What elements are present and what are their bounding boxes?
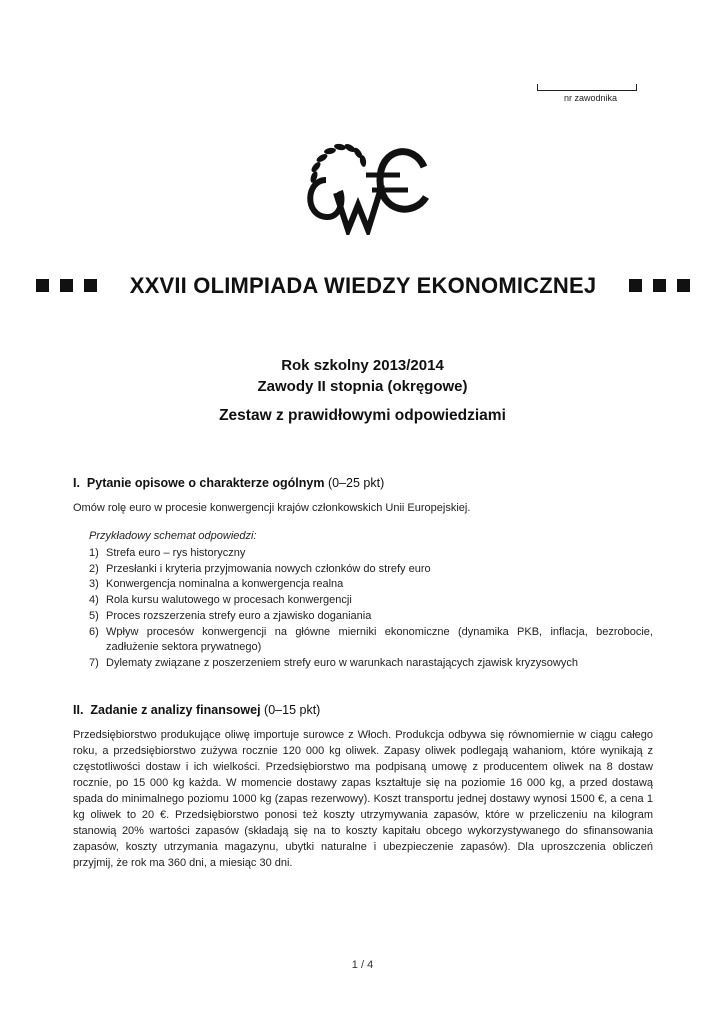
square-icon bbox=[653, 279, 666, 292]
section-2-name: Zadanie z analizy finansowej bbox=[90, 703, 261, 717]
olympiad-title: XXVII OLIMPIADA WIEDZY EKONOMICZNEJ bbox=[129, 273, 597, 298]
list-item: 4) Rola kursu walutowego w procesach konwergencji bbox=[89, 594, 352, 607]
section-2-points: (0–15 pkt) bbox=[264, 703, 321, 717]
section-1-title bbox=[73, 476, 384, 490]
olympiad-banner bbox=[36, 270, 690, 302]
list-item: 2) Przesłanki i kryteria przyjmowania nowych członków do strefy euro bbox=[89, 562, 431, 575]
section-1-points: (0–25 pkt) bbox=[327, 476, 385, 490]
owe-logo bbox=[296, 135, 436, 235]
square-icon bbox=[629, 279, 642, 292]
list-item: 7) Dylematy związane z poszerzeniem strefy euro w warunkach narastających zjawisk kryzysowych bbox=[89, 656, 578, 669]
page-number: 1 / 4 bbox=[351, 959, 374, 971]
contestant-number-line bbox=[537, 90, 637, 91]
answers-set-heading: Zestaw z prawidłowymi odpowiedziami bbox=[219, 407, 506, 424]
section-1-number: I. bbox=[73, 476, 80, 490]
stage-heading: Zawody II stopnia (okręgowe) bbox=[257, 378, 468, 395]
section-2-number: II. bbox=[73, 703, 84, 717]
contestant-number-field bbox=[537, 87, 637, 104]
list-item: 1) Strefa euro – rys historyczny bbox=[89, 547, 246, 559]
list-item: 3) Konwergencja nominalna a konwergencja realna bbox=[89, 578, 344, 591]
banner-squares-right bbox=[629, 279, 690, 292]
contestant-number-label: nr zawodnika bbox=[563, 93, 617, 103]
list-item: 6) Wpływ procesów konwergencji na główne mierniki ekonomiczne (dynamika PKB, inflacja, bezrobocie, zadłużenie sektora prywatnego) bbox=[89, 625, 653, 654]
section-2-body: Przedsiębiorstwo produkujące oliwę importuje surowce z Włoch. Produkcja odbywa się równomiernie w ciągu całego roku, a przedsiębiorstwo zużywa rocznie 120 000 kg oliwek. Zapasy oliwek podlegają wahaniom, które wynikają z częstotliwości dostaw i ich wielkości. Przedsiębiorstwo ma podpisaną umowę z producentem oliwek na 8 dostaw rocznie, po 15 000 kg każda. W momencie dostawy zapas kształtuje się na poziomie 16 000 kg, a przed dostawą spada do minimalnego poziomu 1000 kg (zapas rezerwowy). Koszt transportu jednej dostawy wynosi 1500 €, a cena 1 kg oliwek to 20 €. Przedsiębiorstwo ponosi też koszty utrzymywania zapasów, które w przeliczeniu na kilogram stanowią 20% wartości zapasów (składają się na to koszty kapitału obcego wykorzystywanego do sfinansowania zapasów, koszty utrzymania magazynu, ubytki naturalne i ubezpieczenie zapasów). Dla uproszczenia obliczeń przyjmij, że rok ma 360 dni, a miesiąc 30 dni. bbox=[73, 729, 653, 869]
list-item: 5) Proces rozszerzenia strefy euro a zjawisko doganiania bbox=[89, 609, 372, 622]
square-icon bbox=[677, 279, 690, 292]
section-1-name: Pytanie opisowe o charakterze ogólnym bbox=[86, 476, 325, 490]
answer-schema-heading: Przykładowy schemat odpowiedzi: bbox=[89, 530, 257, 542]
answer-schema-list bbox=[73, 546, 653, 672]
section-2-title bbox=[73, 703, 320, 717]
section-1-question: Omów rolę euro w procesie konwergencji krajów członkowskich Unii Europejskiej. bbox=[73, 502, 471, 514]
school-year-heading: Rok szkolny 2013/2014 bbox=[281, 357, 444, 374]
